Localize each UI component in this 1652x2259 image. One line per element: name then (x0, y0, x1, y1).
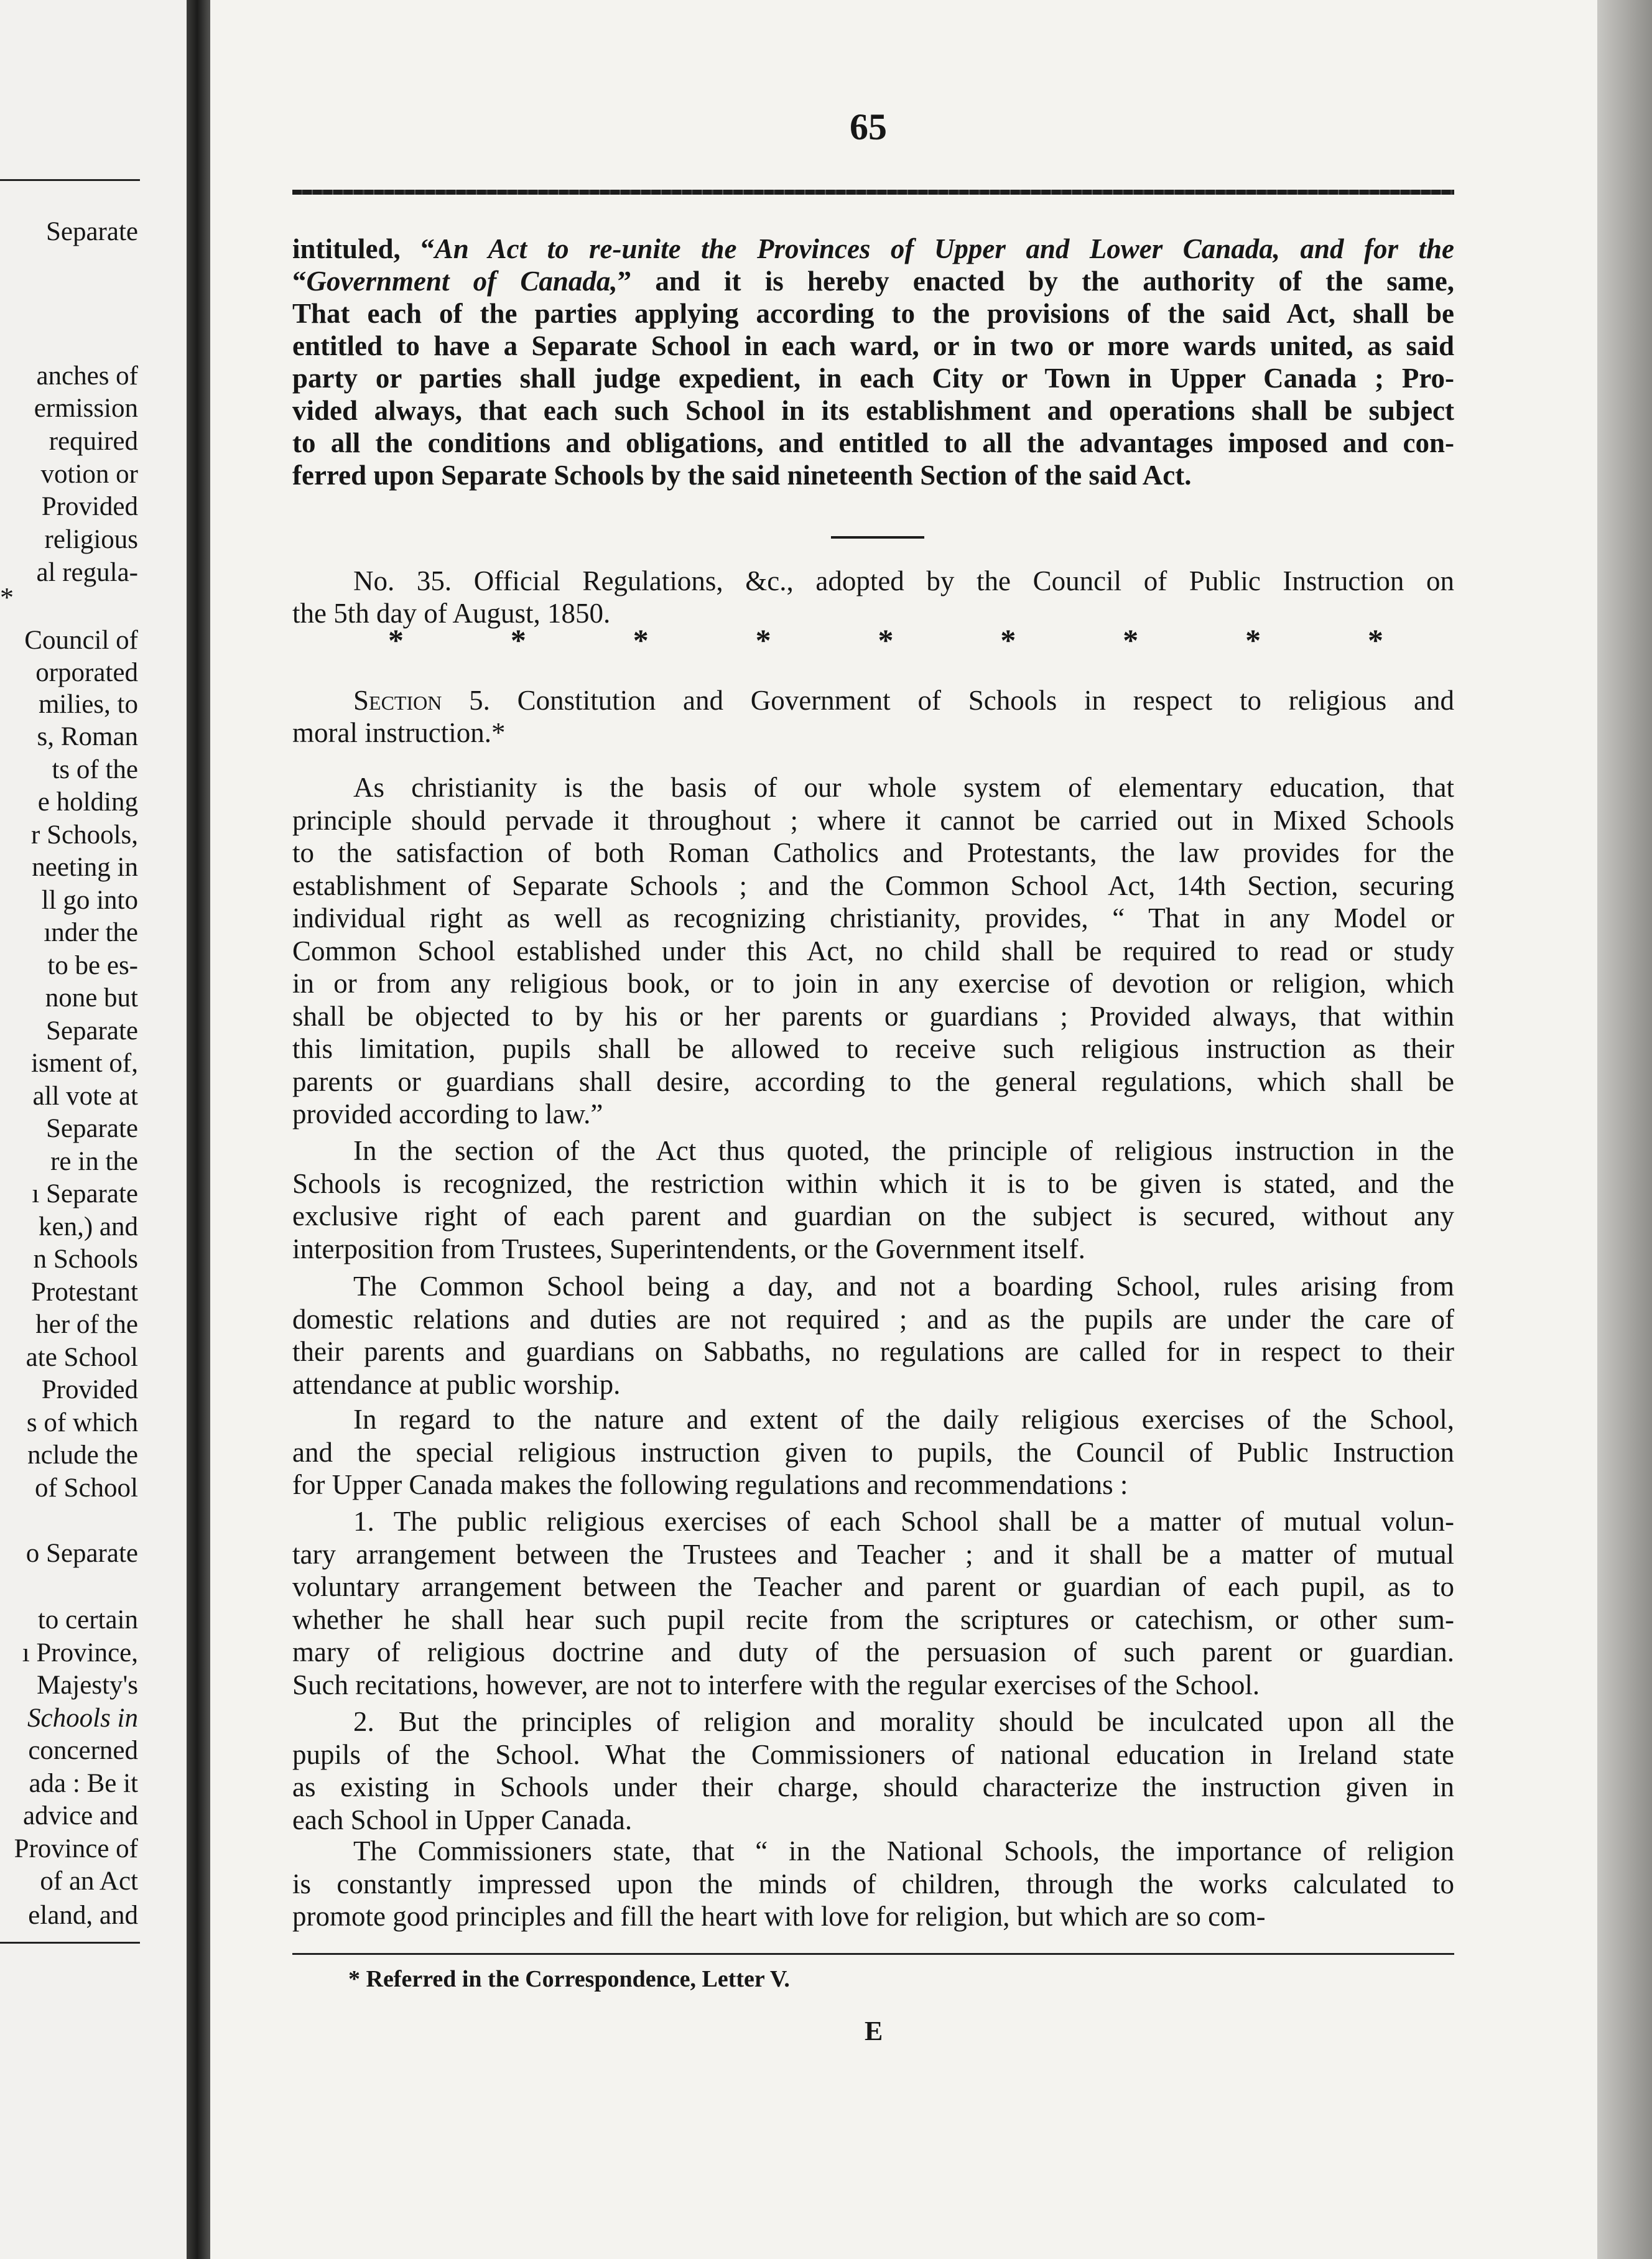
previous-page-line: ada : Be it (29, 1769, 138, 1798)
previous-page-line: to certain (37, 1605, 138, 1635)
intro-line-2: “Government of Canada,” and it is hereby enacted by the authority of the same, (292, 266, 1455, 297)
previous-page-rule (0, 179, 140, 181)
previous-page-line: ts of the (52, 755, 138, 784)
intro-line-7: to all the conditions and obligations, and entitled to all the advantages imposed and con- (292, 427, 1454, 458)
previous-page-line: of School (34, 1473, 138, 1503)
body-line: exclusive right of each parent and guardian on the subject is secured, without any (292, 1200, 1454, 1232)
previous-page-line: Province of (14, 1834, 138, 1863)
previous-page-line: Protestant (31, 1278, 138, 1307)
body-line: The Common School being a day, and not a boarding School, rules arising from (353, 1271, 1454, 1302)
previous-page-line: Provided (41, 492, 138, 521)
body-line: mary of religious doctrine and duty of the persuasion of such parent or guardian. (292, 1636, 1454, 1668)
body-line: to the satisfaction of both Roman Catholics and Protestants, the law provides for the (292, 837, 1454, 868)
previous-page-line: e holding (37, 787, 138, 817)
previous-page-line: Provided (41, 1375, 138, 1404)
body-line: each School in Upper Canada. (292, 1804, 633, 1835)
previous-page-line: Council of (24, 626, 138, 655)
previous-page-line: to be es- (47, 951, 138, 980)
body-line: In regard to the nature and extent of the daily religious exercises of the School, (353, 1404, 1454, 1435)
previous-page-strip (0, 0, 187, 2259)
previous-page-asterisk: * (0, 582, 14, 613)
asterisk: * (878, 623, 894, 657)
previous-page-line: milies, to (38, 690, 138, 719)
asterisk: * (755, 623, 771, 657)
regulations-line-2: the 5th day of August, 1850. (292, 598, 611, 629)
previous-page-line: Separate (45, 217, 138, 246)
previous-page-line: religious (44, 525, 138, 554)
body-line: provided according to law.” (292, 1098, 603, 1130)
section-divider (831, 536, 924, 539)
previous-page-line: nclude the (27, 1440, 138, 1470)
previous-page-line: Majesty's (36, 1671, 138, 1700)
body-line: as existing in Schools under their charge, should characterize the instruction given in (292, 1771, 1454, 1802)
previous-page-line: her of the (35, 1310, 138, 1339)
signature-mark: E (865, 2016, 883, 2046)
previous-page-line: none but (45, 983, 138, 1013)
previous-page-line: o Separate (26, 1539, 138, 1568)
asterisk-row (388, 622, 1383, 659)
body-line: shall be objected to by his or her parents or guardians ; Provided always, that within (292, 1001, 1454, 1032)
body-line: this limitation, pupils shall be allowed to receive such religious instruction as their (292, 1033, 1454, 1064)
intro-line-5: party or parties shall judge expedient, in each City or Town in Upper Canada ; Pro- (292, 363, 1454, 394)
body-line: attendance at public worship. (292, 1369, 621, 1400)
page-edge (1597, 0, 1652, 2259)
previous-page-line: anches of (36, 361, 138, 391)
previous-page-line: ate School (26, 1343, 138, 1372)
asterisk: * (1368, 623, 1383, 657)
previous-page-line: Schools in (27, 1704, 138, 1733)
header-rule (292, 190, 1454, 195)
body-line: and the special religious instruction given to pupils, the Council of Public Instruction (292, 1437, 1454, 1468)
intro-line-3: That each of the parties applying according to the provisions of the said Act, shall be (292, 298, 1454, 329)
asterisk: * (633, 623, 649, 657)
previous-page-line: required (49, 427, 138, 456)
body-line: interposition from Trustees, Superintendents, or the Government itself. (292, 1233, 1085, 1264)
body-line: in or from any religious book, or to join in any exercise of devotion or religion, which (292, 968, 1454, 999)
body-line: The Commissioners state, that “ in the National Schools, the importance of religion (353, 1835, 1454, 1867)
body-line: individual right as well as recognizing christianity, provides, “ That in any Model or (292, 902, 1454, 934)
previous-page-line: of an Act (40, 1867, 138, 1896)
body-line: promote good principles and fill the heart with love for religion, but which are so com- (292, 1901, 1266, 1932)
previous-page-line: concerned (28, 1736, 138, 1765)
body-line: tary arrangement between the Trustees and Teacher ; and it shall be a matter of mutual (292, 1539, 1454, 1570)
body-line: their parents and guardians on Sabbaths, no regulations are called for in respect to their (292, 1336, 1454, 1367)
previous-page-line: all vote at (32, 1082, 138, 1111)
book-gutter (187, 0, 210, 2259)
body-line: parents or guardians shall desire, according to the general regulations, which shall be (292, 1066, 1454, 1097)
asterisk: * (1000, 623, 1016, 657)
body-line: 2. But the principles of religion and morality should be inculcated upon all the (353, 1706, 1454, 1737)
previous-page-line: r Schools, (31, 820, 138, 850)
body-line: Such recitations, however, are not to interfere with the regular exercises of the School. (292, 1669, 1260, 1700)
body-line: pupils of the School. What the Commissioners of national education in Ireland state (292, 1739, 1454, 1770)
previous-page-line: ken,) and (39, 1212, 138, 1241)
previous-page-line: al regula- (36, 558, 138, 587)
previous-page-line: n Schools (33, 1245, 138, 1274)
previous-page-line: ll go into (41, 886, 138, 915)
previous-page-footnote-rule (0, 1942, 140, 1944)
footnote: * Referred in the Correspondence, Letter V. (348, 1966, 790, 1992)
asterisk: * (510, 623, 526, 657)
intro-line-6: vided always, that each such School in its establishment and operations shall be subject (292, 395, 1454, 426)
body-line: principle should pervade it throughout ; where it cannot be carried out in Mixed Schools (292, 805, 1454, 836)
body-line: As christianity is the basis of our whole system of elementary education, that (353, 772, 1454, 803)
previous-page-line: ınder the (44, 918, 138, 947)
body-line: Schools is recognized, the restriction within which it is to be given is stated, and the (292, 1168, 1454, 1199)
body-line: domestic relations and duties are not required ; and as the pupils are under the care of (292, 1304, 1454, 1335)
previous-page-line: s, Roman (37, 722, 138, 751)
previous-page-line: Separate (45, 1016, 138, 1046)
intro-line-1: intituled, “An Act to re-unite the Provinces of Upper and Lower Canada, and for the (292, 233, 1454, 264)
previous-page-line: Separate (45, 1114, 138, 1143)
previous-page-line: votion or (40, 460, 138, 489)
previous-page-line: advice and (22, 1801, 138, 1830)
intro-line-4: entitled to have a Separate School in each ward, or in two or more wards united, as said (292, 330, 1454, 361)
previous-page-line: eland, and (28, 1901, 138, 1930)
section-heading-line-2: moral instruction.* (292, 717, 506, 748)
previous-page-line: neeting in (32, 853, 138, 882)
asterisk: * (388, 623, 404, 657)
previous-page-line: re in the (50, 1147, 138, 1176)
previous-page-line: ı Province, (22, 1638, 138, 1668)
page-number: 65 (850, 106, 887, 147)
body-line: Common School established under this Act, no child shall be required to read or study (292, 935, 1454, 967)
body-line: voluntary arrangement between the Teacher and parent or guardian of each pupil, as to (292, 1571, 1454, 1602)
body-line: whether he shall hear such pupil recite from the scriptures or catechism, or other sum- (292, 1604, 1454, 1635)
section-heading-line-1: Section 5. Constitution and Government of Schools in respect to religious and (353, 685, 1454, 716)
intro-line-8: ferred upon Separate Schools by the said nineteenth Section of the said Act. (292, 460, 1192, 491)
regulations-line-1: No. 35. Official Regulations, &c., adopted by the Council of Public Instruction on (353, 565, 1454, 596)
previous-page-line: ermission (34, 394, 138, 423)
footnote-rule (292, 1953, 1454, 1955)
asterisk: * (1245, 623, 1261, 657)
previous-page-line: s of which (26, 1408, 138, 1437)
previous-page-line: isment of, (31, 1049, 138, 1078)
body-line: 1. The public religious exercises of each School shall be a matter of mutual volun- (353, 1506, 1454, 1537)
body-line: establishment of Separate Schools ; and the Common School Act, 14th Section, securing (292, 870, 1454, 901)
previous-page-line: ı Separate (32, 1179, 138, 1208)
body-line: for Upper Canada makes the following regulations and recommendations : (292, 1469, 1128, 1500)
asterisk: * (1123, 623, 1139, 657)
previous-page-line: orporated (35, 658, 138, 687)
body-line: is constantly impressed upon the minds of children, through the works calculated to (292, 1868, 1454, 1900)
body-line: In the section of the Act thus quoted, the principle of religious instruction in the (353, 1135, 1454, 1166)
